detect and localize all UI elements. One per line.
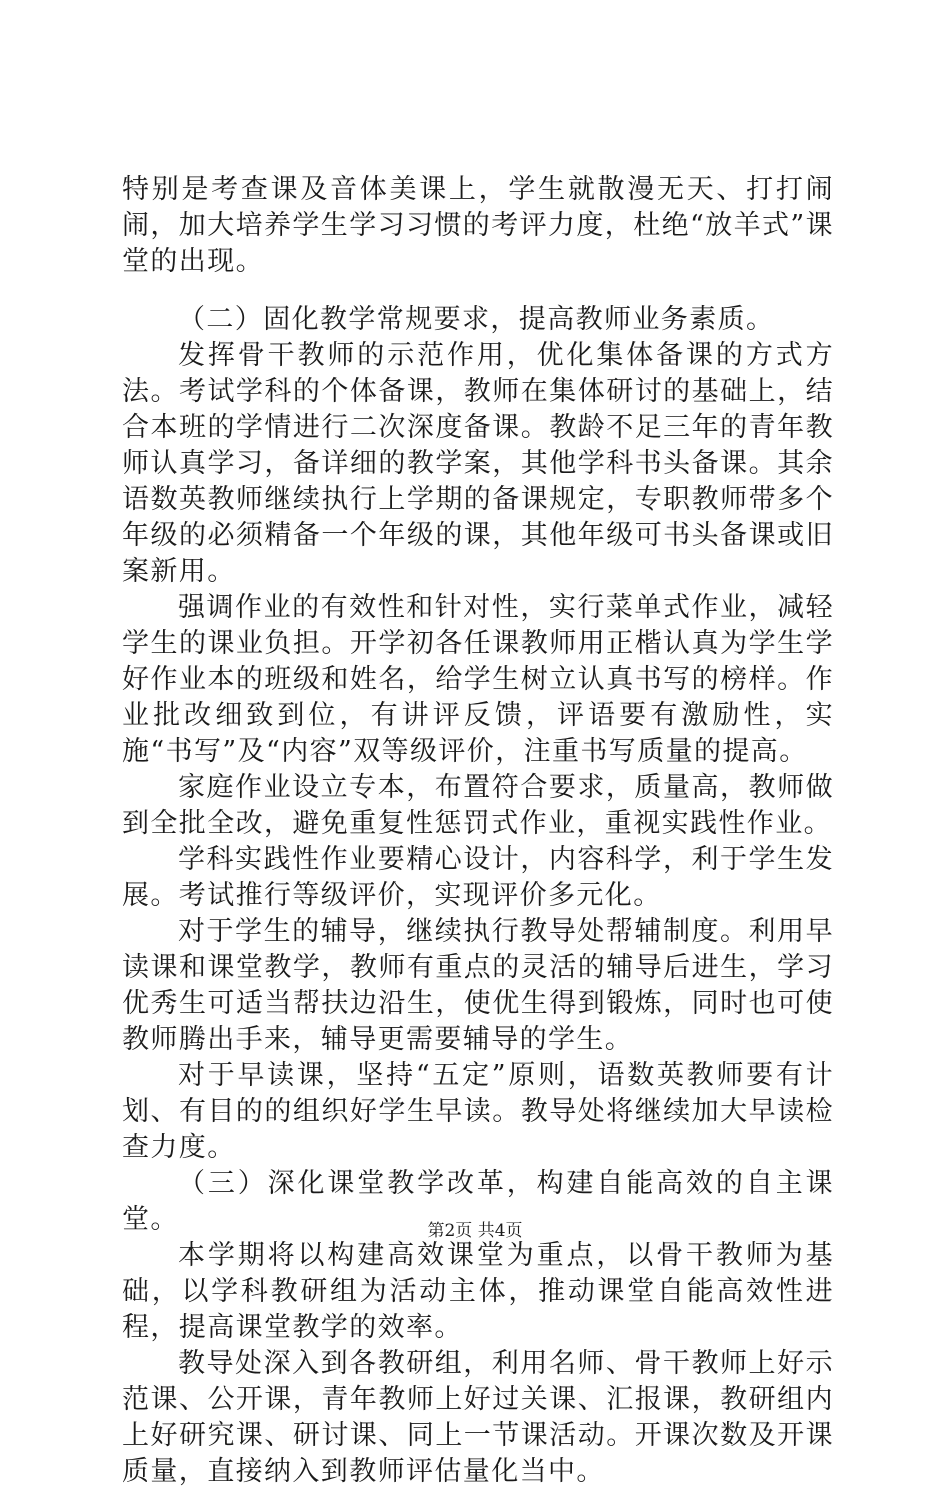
paragraph-practice-homework: 学科实践性作业要精心设计，内容科学，利于学生发展。考试推行等级评价，实现评价多元化。 — [122, 844, 834, 911]
paragraph-efficient-classroom: 本学期将以构建高效课堂为重点，以骨干教师为基础，以学科教研组为活动主体，推动课堂自能高效性进程，提高课堂教学的效率。 — [122, 1240, 834, 1343]
paragraph-lesson-prep: 发挥骨干教师的示范作用，优化集体备课的方式方法。考试学科的个体备课，教师在集体研讨的基础上，结合本班的学情进行二次深度备课。教龄不足三年的青年教师认真学习，备详细的教学案，其他学科书头备课。其余语数英教师继续执行上学期的备课规定，专职教师带多个年级的必须精备一个年级的课，其他年级可书头备课或旧案新用。 — [122, 340, 834, 587]
document-body — [122, 172, 834, 1490]
section-heading-3: （三）深化课堂教学改革，构建自能高效的自主课堂。 — [122, 1168, 834, 1235]
paragraph-teaching-research: 教导处深入到各教研组，利用名师、骨干教师上好示范课、公开课，青年教师上好过关课、汇报课，教研组内上好研究课、研讨课、同上一节课活动。开课次数及开课质量，直接纳入到教师评估量化当中。 — [122, 1348, 834, 1487]
section-heading-2: （二）固化教学常规要求，提高教师业务素质。 — [178, 304, 775, 335]
page-number-footer: 第2页 共4页 — [427, 1221, 523, 1241]
paragraph-continuation: 特别是考查课及音体美课上，学生就散漫无天、打打闹闹，加大培养学生学习习惯的考评力度，杜绝“放羊式”课堂的出现。 — [122, 174, 835, 277]
paragraph-homework-effectiveness: 强调作业的有效性和针对性，实行菜单式作业，减轻学生的课业负担。开学初各任课教师用正楷认真为学生学好作业本的班级和姓名，给学生树立认真书写的榜样。作业批改细致到位，有讲评反馈，评语要有激励性，实施“书写”及“内容”双等级评价，注重书写质量的提高。 — [122, 592, 834, 767]
paragraph-student-tutoring: 对于学生的辅导，继续执行教导处帮辅制度。利用早读课和课堂教学，教师有重点的灵活的辅导后进生，学习优秀生可适当帮扶边沿生，使优生得到锻炼，同时也可使教师腾出手来，辅导更需要辅导的学生。 — [122, 916, 834, 1055]
paragraph-family-homework: 家庭作业设立专本，布置符合要求，质量高，教师做到全批全改，避免重复性惩罚式作业，重视实践性作业。 — [122, 772, 834, 839]
paragraph-morning-reading: 对于早读课，坚持“五定”原则，语数英教师要有计划、有目的的组织好学生早读。教导处将继续加大早读检查力度。 — [122, 1060, 834, 1163]
